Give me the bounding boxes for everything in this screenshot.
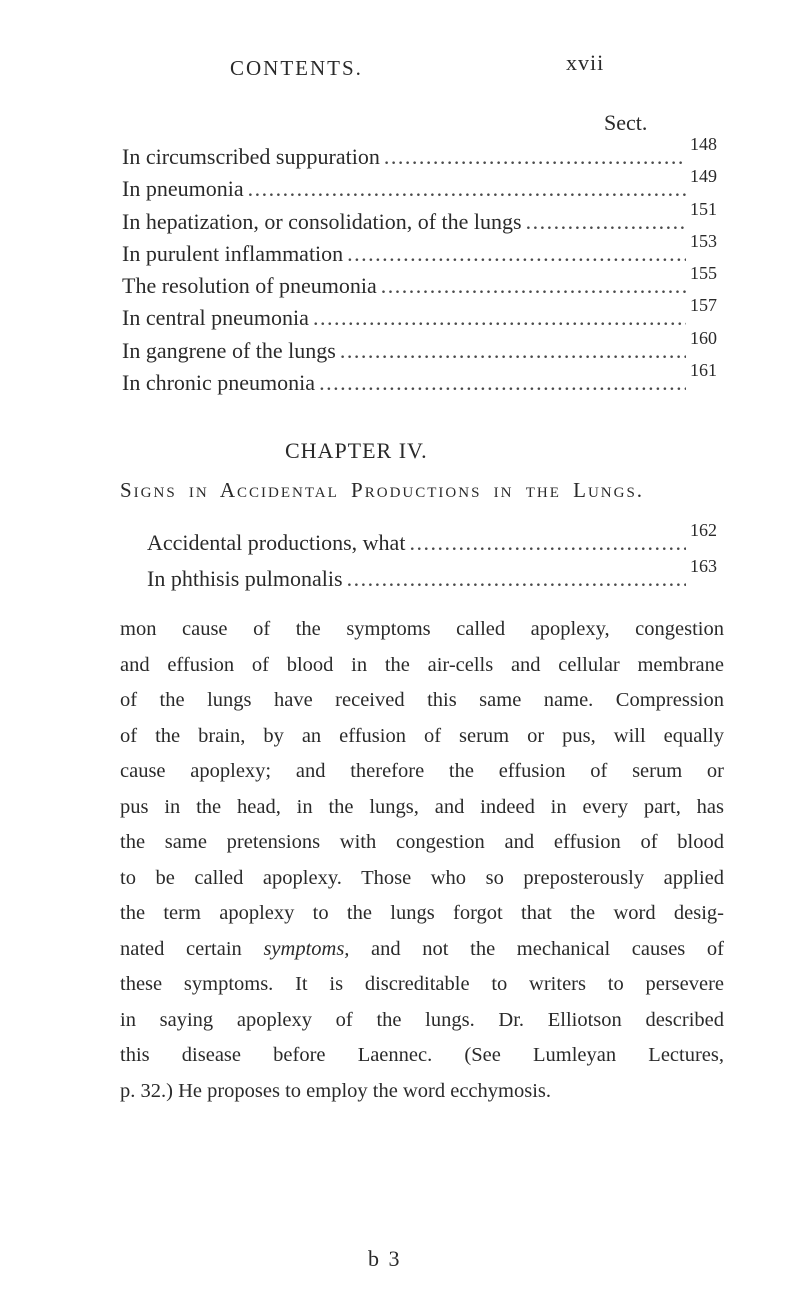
toc-entry — [122, 230, 722, 270]
toc-entry — [147, 556, 722, 597]
footnote-text-run: nated certain — [120, 937, 264, 960]
toc-entry-title: In phthisis pulmonalis — [147, 566, 343, 591]
footnote-line: this disease before Laennec. (See Lumleyan Lectures, — [120, 1044, 724, 1066]
signature-mark: b 3 — [368, 1246, 402, 1271]
footnote-line: in saying apoplexy of the lungs. Dr. Elliotson described — [120, 1008, 724, 1031]
dot-leader — [526, 206, 686, 238]
footnote-text-run: and not the mechanical causes of — [349, 937, 724, 960]
footnote-line: and effusion of blood in the air-cells and cellular membrane — [120, 653, 724, 676]
toc-entry-section: 153 — [690, 230, 717, 251]
toc-entry-section: 157 — [690, 295, 717, 316]
toc-entry-section: 155 — [690, 263, 717, 284]
section-column-label: Sect. — [604, 110, 648, 135]
toc-entry-title: In central pneumonia — [122, 305, 309, 331]
toc-entry — [122, 198, 722, 238]
toc-entry-title: In chronic pneumonia — [122, 370, 316, 396]
chapter-subtitle: Signs in Accidental Productions in the Lungs. — [120, 478, 645, 502]
dot-leader — [347, 561, 686, 597]
dot-leader — [409, 525, 686, 561]
toc-entry-section: 151 — [690, 198, 717, 219]
toc-entry-title: In hepatization, or consolidation, of the lungs — [122, 208, 522, 234]
toc-entry-title: In purulent inflammation — [122, 240, 344, 266]
footnote-line: of the brain, by an effusion of serum or pus, will equally — [120, 724, 724, 747]
toc-entry — [122, 327, 722, 367]
dot-leader — [381, 270, 686, 302]
dot-leader — [384, 141, 686, 173]
toc-entry — [122, 166, 722, 205]
toc-entry-section: 149 — [690, 166, 717, 187]
toc-entry-title: The resolution of pneumonia — [122, 273, 377, 299]
toc-entry-title: In gangrene of the lungs — [122, 337, 336, 363]
toc-entry — [147, 520, 722, 561]
dot-leader — [248, 173, 686, 205]
toc-entry-title: In pneumonia — [122, 176, 244, 202]
toc-entry-title: In circumscribed suppuration — [122, 144, 380, 169]
dot-leader — [340, 335, 686, 367]
footnote-line: the same pretensions with congestion and effusion of blood — [120, 831, 724, 853]
toc-entry-section: 148 — [690, 134, 717, 154]
italic-term: symptoms, — [263, 937, 350, 960]
footnote-line: cause apoplexy; and therefore the effusion of serum or — [120, 760, 724, 782]
toc-entry — [122, 295, 722, 334]
footnote-line: p. 32.) He proposes to employ the word ecchymosis. — [120, 1079, 551, 1102]
footnote-line: to be called apoplexy. Those who so preposterously applied — [120, 866, 724, 889]
chapter-toc-list — [147, 520, 722, 597]
toc-entry-section: 160 — [690, 327, 717, 348]
footnote-line — [120, 932, 724, 968]
chapter-heading: CHAPTER IV. — [285, 438, 428, 463]
toc-entry-section: 163 — [690, 556, 717, 576]
toc-entry — [122, 360, 722, 399]
toc-entry-section: 161 — [690, 360, 717, 381]
dot-leader — [313, 302, 686, 334]
toc-entry — [122, 263, 722, 302]
toc-list — [122, 134, 722, 399]
running-title: CONTENTS. — [230, 56, 363, 80]
footnote-line: pus in the head, in the lungs, and indeed in every part, has — [120, 795, 724, 818]
toc-entry-section: 162 — [690, 520, 717, 540]
toc-entry — [122, 134, 722, 173]
footnote-text — [120, 612, 724, 1109]
page-number: xvii — [566, 50, 605, 75]
footnote-line: these symptoms. It is discreditable to writers to persevere — [120, 973, 724, 995]
dot-leader — [347, 238, 686, 270]
running-head — [120, 50, 680, 86]
footnote-line: mon cause of the symptoms called apoplexy, congestion — [120, 618, 724, 640]
footnote-line: the term apoplexy to the lungs forgot that the word desig- — [120, 902, 724, 924]
footnote-line: of the lungs have received this same name. Compression — [120, 689, 724, 711]
toc-entry-title: Accidental productions, what — [147, 530, 406, 555]
dot-leader — [319, 367, 686, 399]
